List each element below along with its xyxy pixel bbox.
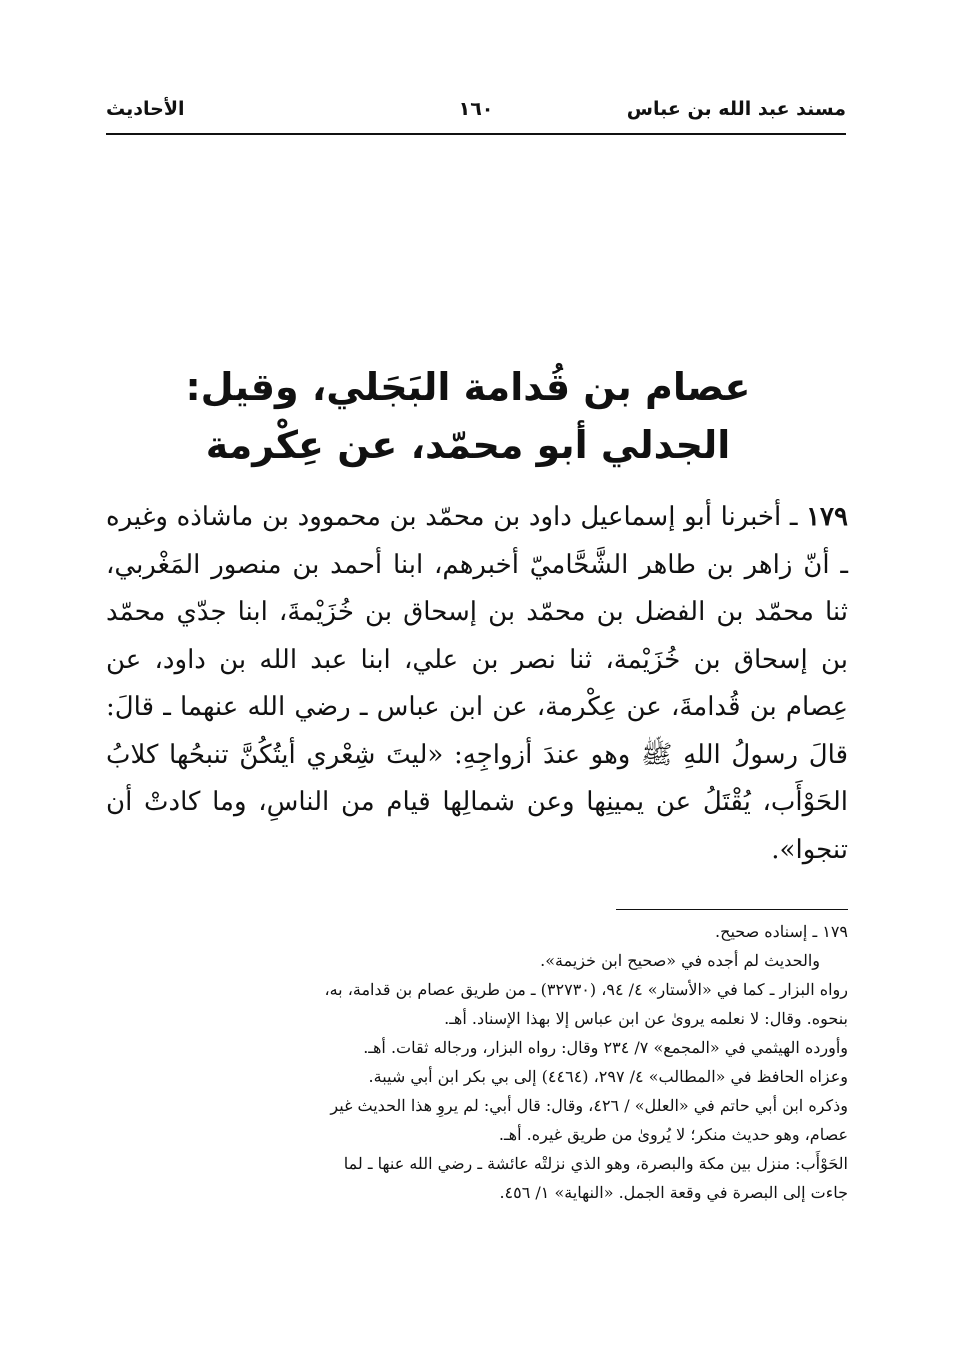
hadith-number: ١٧٩ — [806, 502, 848, 532]
chapter-title: عصام بن قُدامة البَجَلي، وقيل: الجدلي أبو محمّد، عن عِكْرمة — [185, 365, 751, 467]
footnote-line: جاءت إلى البصرة في وقعة الجمل. «النهاية» ١/ ٤٥٦. — [499, 1183, 848, 1202]
footnote-line: بنحوه. وقال: لا نعلمه يروىٰ عن ابن عباس إلا بهذا الإسناد. أهـ. — [444, 1009, 848, 1028]
hadith-text: ـ أخبرنا أبو إسماعيل داود بن محمّد بن محموود بن ماشاذه وغيره ـ أنّ زاهر بن طاهر الشَّحَّاميّ أخبرهم، ابنا أحمد بن منصور المَغْربي، ثنا محمّد بن الفضل بن محمّد بن إسحاق بن خُزَيْمةَ، ابنا جدّي محمّد بن إسحاق بن خُزَيْمة، ثنا نصر بن علي، ابنا عبد الله بن داود، عن عِصام بن قُدامةَ، عن عِكْرمة، عن ابن عباس ـ رضي الله عنهما ـ قالَ: قالَ رسولُ اللهِ ﷺ وهو عندَ أزواجِهِ: «ليتَ شِعْري أيتُكُنَّ تنبحُها كلابُ الحَوْأَب، يُقْتَلُ عن يمينِها وعن شمالِها قيام من الناسِ، وما كادتْ أن تنجوا». — [106, 502, 848, 865]
header-section-title: الأحاديث — [106, 98, 185, 120]
footnote-line: وعزاه الحافظ في «المطالب» ٤/ ٢٩٧، (٤٤٦٤) إلى بي بكر ابن أبي شيبة. — [368, 1067, 848, 1086]
hadith-paragraph — [106, 494, 848, 874]
footnote-line: وذكره ابن أبي حاتم في «العلل» / ٤٢٦، وقال: قال أبي: لم يروِ هذا الحديث غير — [330, 1096, 848, 1115]
header-divider — [106, 133, 846, 135]
footnote-line: الحَوْأَب: منزل بين مكة والبصرة، وهو الذي نزلتْه عائشة ـ رضي الله عنها ـ لما — [343, 1154, 848, 1173]
footnote-line: رواه البزار ـ كما في «الأستار» ٤/ ٩٤، (٣٢٧٣٠) ـ من طريق عصام بن قدامة، به، — [324, 980, 848, 999]
footnote-line: والحديث لم أجده في «صحيح ابن خزيمة». — [540, 951, 820, 970]
footnotes — [104, 917, 848, 1207]
footnote-line: ١٧٩ ـ إسناده صحيح. — [715, 922, 848, 941]
footnote-divider — [616, 909, 848, 910]
header-book-title: مسند عبد الله بن عباس — [626, 98, 846, 120]
page-number: ١٦٠ — [458, 98, 494, 120]
footnote-line: عصام، وهو حديث منكر؛ لا يُروىٰ من طريق غيره. أهـ. — [498, 1125, 848, 1144]
footnote-line: وأورده الهيثمي في «المجمع» ٧/ ٢٣٤ وقال: رواه البزار، ورجاله ثقات. أهـ. — [363, 1038, 848, 1057]
running-header — [106, 96, 846, 130]
